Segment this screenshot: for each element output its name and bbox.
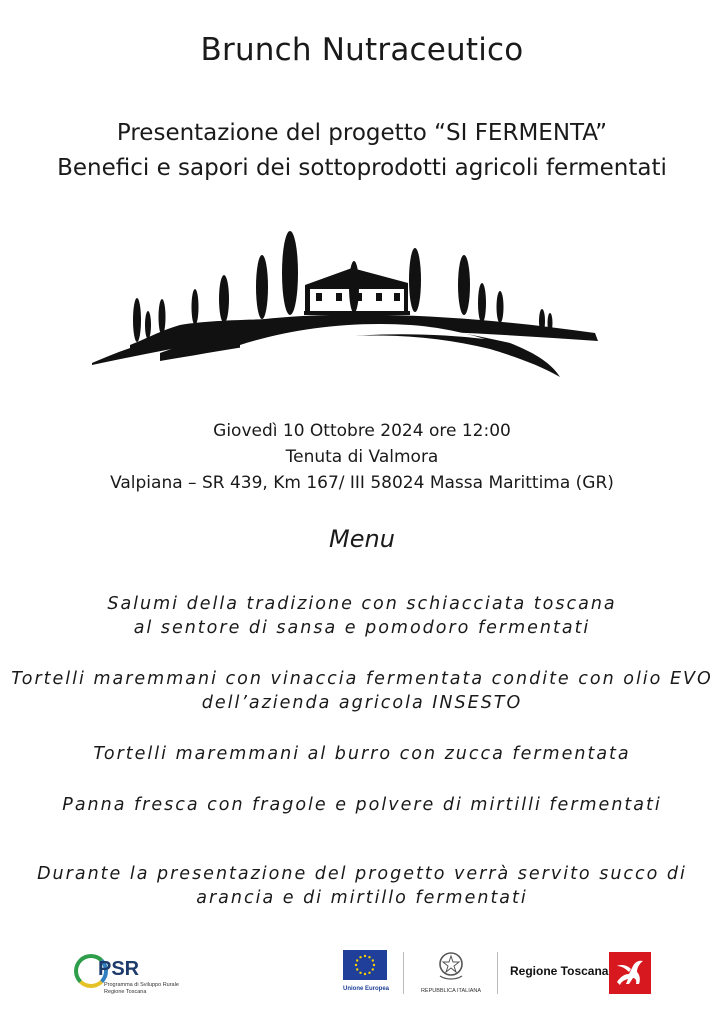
menu-title: Menu <box>329 525 395 553</box>
event-address: Valpiana – SR 439, Km 167/ III 58024 Massa Marittima (GR) <box>110 473 614 493</box>
pegasus-icon <box>609 952 651 994</box>
menu-list <box>0 592 724 844</box>
menu-item <box>0 742 724 766</box>
menu-note-line-2: arancia e di mirtillo fermentati <box>196 888 528 908</box>
page-title: Brunch Nutraceutico <box>200 32 524 68</box>
logo-divider <box>403 952 404 994</box>
menu-note <box>0 862 724 910</box>
event-date: Giovedì 10 Ottobre 2024 ore 12:00 <box>213 421 511 441</box>
subtitle-line-1: Presentazione del progetto “SI FERMENTA” <box>116 120 608 146</box>
menu-item-line: Salumi della tradizione con schiacciata toscana <box>107 594 617 614</box>
eu-label: Unione Europea <box>343 986 390 992</box>
psr-sub-line-1: Programma di Sviluppo Rurale <box>104 982 179 988</box>
logo-divider <box>497 952 498 994</box>
regione-toscana-label: Regione Toscana <box>510 964 609 978</box>
menu-item-line: Tortelli maremmani con vinaccia fermentata condite con olio EVO <box>11 669 713 689</box>
subtitle <box>0 116 724 186</box>
footer-logos <box>0 948 724 998</box>
eu-flag-icon <box>343 950 387 980</box>
menu-item <box>0 793 724 817</box>
psr-logo-subtitle <box>104 982 179 996</box>
event-venue: Tenuta di Valmora <box>285 447 439 467</box>
tuscan-landscape-icon <box>90 225 630 385</box>
menu-item-line: Panna fresca con fragole e polvere di mirtilli fermentati <box>62 795 662 815</box>
menu-item-line: dell’azienda agricola INSESTO <box>201 693 523 713</box>
psr-sub-line-2: Regione Toscana <box>104 989 147 995</box>
subtitle-line-2: Benefici e sapori dei sottoprodotti agricoli fermentati <box>57 155 667 181</box>
menu-item <box>0 667 724 715</box>
repubblica-label: REPUBBLICA ITALIANA <box>420 988 482 994</box>
eu-logo <box>343 950 389 994</box>
italian-emblem-icon <box>436 950 466 982</box>
psr-logo <box>74 952 179 996</box>
event-details <box>0 418 724 496</box>
menu-item-line: Tortelli maremmani al burro con zucca fermentata <box>93 744 631 764</box>
menu-note-line-1: Durante la presentazione del progetto verrà servito succo di <box>37 864 687 884</box>
menu-item-line: al sentore di sansa e pomodoro fermentati <box>133 618 591 638</box>
psr-logo-text: PSR <box>98 958 140 980</box>
repubblica-logo <box>418 950 484 996</box>
menu-item <box>0 592 724 640</box>
